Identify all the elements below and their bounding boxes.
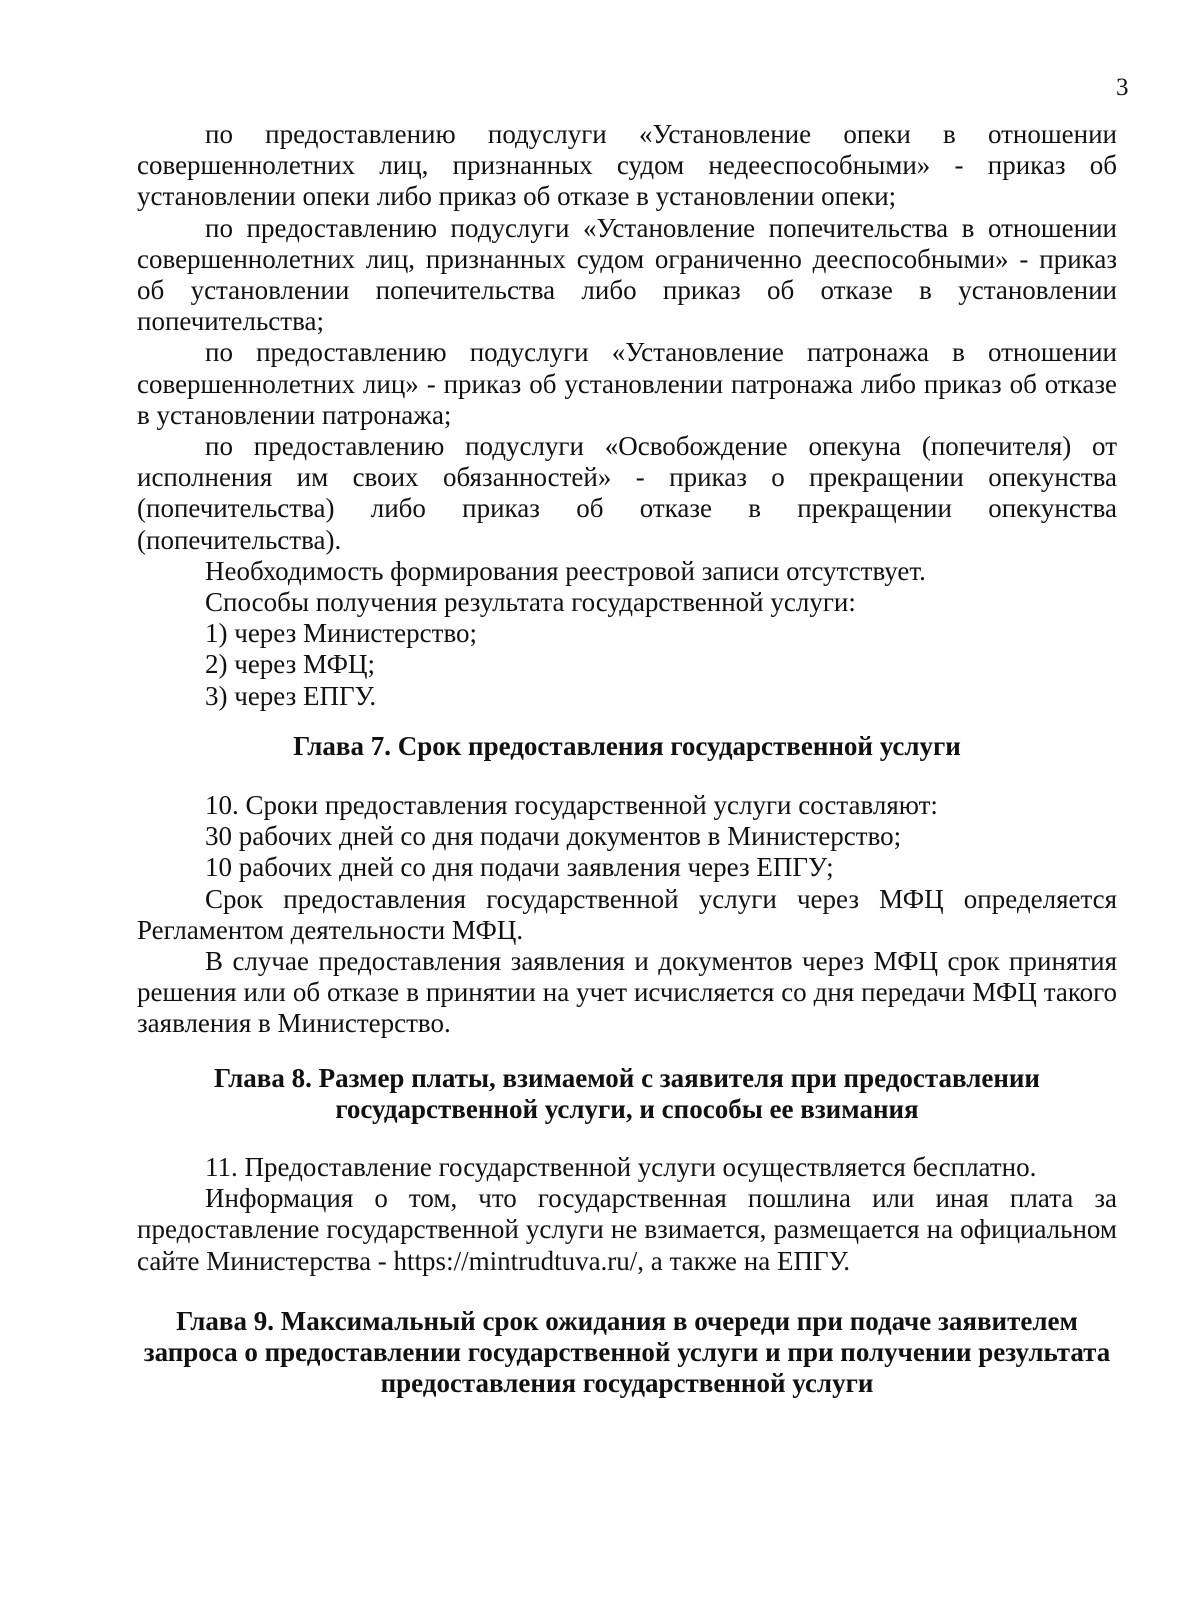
- chapter8-heading: [137, 1063, 1117, 1125]
- paragraph: по предоставлению подуслуги «Освобождение опекуна (попечителя) от исполнения им своих обязанностей» - приказ о прекращении опекунства (попечительства) либо приказ об отказе в прекращении опекунства (попечительства).: [137, 431, 1117, 555]
- list-item: 1) через Министерство;: [205, 618, 478, 649]
- paragraph: Информация о том, что государственная пошлина или иная плата за предоставление государственной услуги не взимается, размещается на официальном сайте Министерства - https://mintrudtuva.ru/, а также на ЕПГУ.: [137, 1183, 1117, 1276]
- paragraph: по предоставлению подуслуги «Установление патронажа в отношении совершеннолетних лиц» - приказ об установлении патронажа либо приказ об отказе в установлении патронажа;: [137, 337, 1117, 430]
- heading-line: предоставления государственной услуги: [380, 1368, 874, 1398]
- paragraph: В случае предоставления заявления и документов через МФЦ срок принятия решения или об отказе в принятии на учет исчисляется со дня передачи МФЦ такого заявления в Министерство.: [137, 946, 1117, 1039]
- heading-line: Глава 8. Размер платы, взимаемой с заявителя при предоставлении: [213, 1063, 1040, 1093]
- chapter7-body: [137, 790, 1117, 1040]
- paragraph: Срок предоставления государственной услуги через МФЦ определяется Регламентом деятельности МФЦ.: [137, 883, 1117, 945]
- paragraph: по предоставлению подуслуги «Установление попечительства в отношении совершеннолетних лиц, признанных судом ограниченно дееспособными» - приказ об установлении попечительства либо приказ об отказе в установлении попечительства;: [137, 212, 1117, 337]
- paragraph: по предоставлению подуслуги «Установление опеки в отношении совершеннолетних лиц, признанных судом недееспособными» - приказ об установлении опеки либо приказ об отказе в установлении опеки;: [137, 119, 1117, 212]
- heading-line: Глава 9. Максимальный срок ожидания в очереди при подаче заявителем: [176, 1306, 1078, 1336]
- paragraph: 10 рабочих дней со дня подачи заявления через ЕПГУ;: [205, 852, 834, 883]
- heading-line: запроса о предоставлении государственной услуги и при получении результата: [143, 1337, 1111, 1367]
- heading-line: Глава 7. Срок предоставления государственной услуги: [293, 731, 961, 761]
- heading-line: государственной услуги, и способы ее взимания: [335, 1094, 919, 1124]
- intro-section: [137, 119, 1117, 712]
- paragraph: 10. Сроки предоставления государственной услуги составляют:: [205, 790, 938, 820]
- page-number: 3: [1116, 74, 1129, 101]
- paragraph: 11. Предоставление государственной услуги осуществляется бесплатно.: [205, 1152, 1037, 1182]
- paragraph: 30 рабочих дней со дня подачи документов в Министерство;: [205, 821, 902, 852]
- list-item: 2) через МФЦ;: [205, 649, 376, 680]
- paragraph: Способы получения результата государственной услуги:: [205, 587, 856, 618]
- chapter7-heading: [137, 731, 1117, 762]
- chapter8-body: [137, 1152, 1117, 1277]
- chapter9-heading: [137, 1306, 1117, 1399]
- paragraph: Необходимость формирования реестровой записи отсутствует.: [205, 555, 926, 586]
- list-item: 3) через ЕПГУ.: [205, 680, 377, 711]
